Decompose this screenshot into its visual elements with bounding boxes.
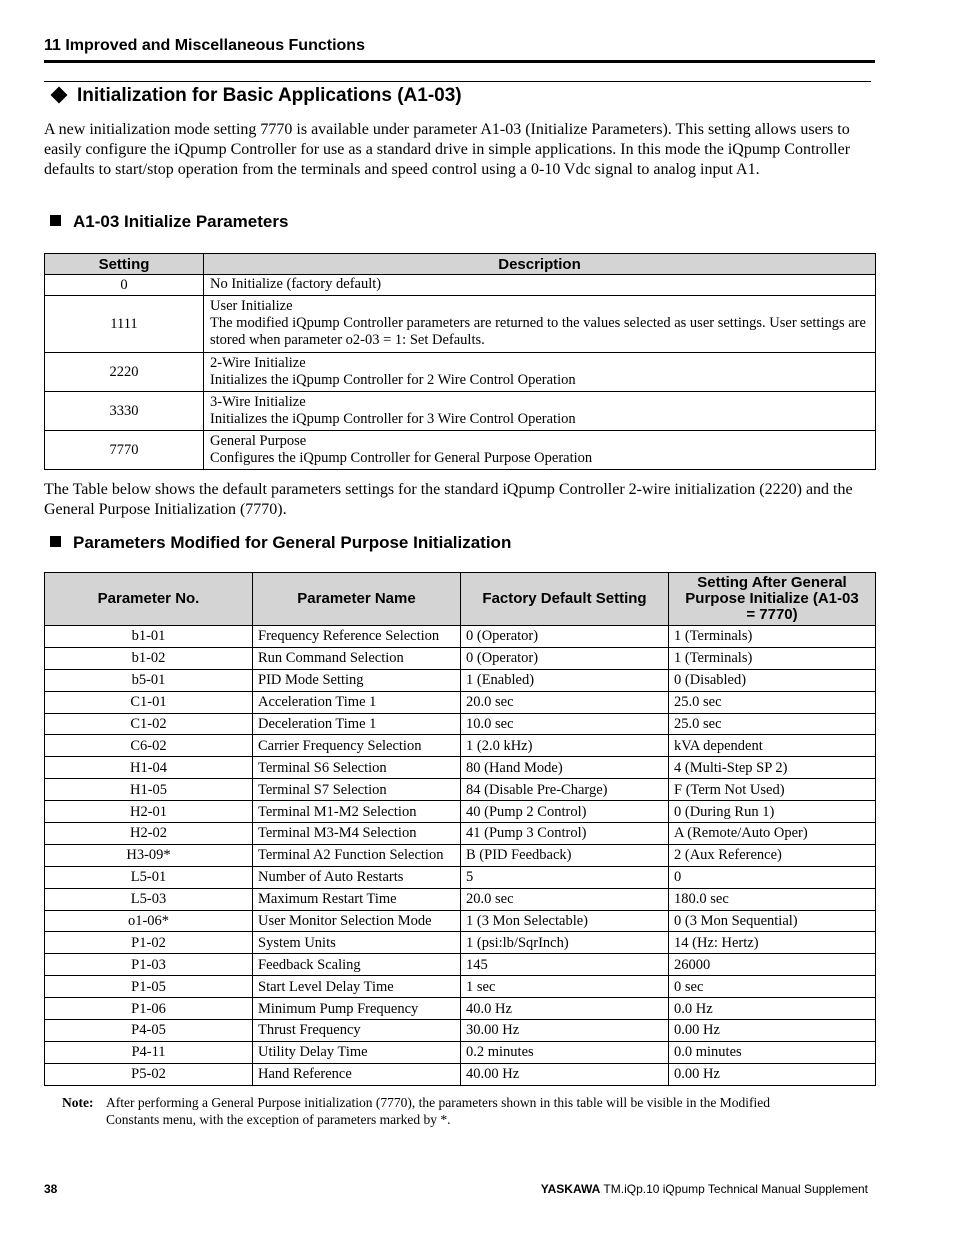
- section-title: Initialization for Basic Applications (A1-03): [50, 85, 462, 107]
- factory-default-cell: 0.2 minutes: [461, 1041, 669, 1063]
- table-row: [45, 976, 876, 998]
- parameter-name-cell: Thrust Frequency: [253, 1020, 461, 1042]
- parameter-name-cell: System Units: [253, 932, 461, 954]
- general-purpose-cell: 4 (Multi-Step SP 2): [669, 757, 876, 779]
- table-row: [45, 669, 876, 691]
- column-header-description: Description: [204, 254, 876, 275]
- parameter-name-cell: Terminal M3-M4 Selection: [253, 823, 461, 845]
- parameter-no-cell: C1-02: [45, 713, 253, 735]
- general-purpose-cell: 1 (Terminals): [669, 626, 876, 648]
- square-bullet-icon: [50, 536, 61, 547]
- table-row: [45, 1063, 876, 1085]
- factory-default-cell: 1 (3 Mon Selectable): [461, 910, 669, 932]
- note-label: Note:: [62, 1095, 94, 1110]
- parameter-no-cell: o1-06*: [45, 910, 253, 932]
- param-table-title: Parameters Modified for General Purpose Initialization: [50, 533, 511, 553]
- table-row: [45, 866, 876, 888]
- parameter-no-cell: P4-05: [45, 1020, 253, 1042]
- parameter-name-cell: Carrier Frequency Selection: [253, 735, 461, 757]
- table-row: [45, 998, 876, 1020]
- parameter-name-cell: Terminal A2 Function Selection: [253, 844, 461, 866]
- factory-default-cell: 145: [461, 954, 669, 976]
- table-row: [45, 779, 876, 801]
- general-purpose-cell: 0.00 Hz: [669, 1063, 876, 1085]
- general-purpose-cell: 0.0 Hz: [669, 998, 876, 1020]
- parameter-no-cell: P1-05: [45, 976, 253, 998]
- table-intro-paragraph: The Table below shows the default parameters settings for the standard iQpump Controller 2-wire initialization (2220) and the General Purpose Initialization (7770).: [44, 481, 853, 518]
- factory-default-cell: B (PID Feedback): [461, 844, 669, 866]
- general-purpose-cell: 0 (Disabled): [669, 669, 876, 691]
- factory-default-cell: 40.00 Hz: [461, 1063, 669, 1085]
- parameter-no-cell: C1-01: [45, 691, 253, 713]
- chapter-heading: 11 Improved and Miscellaneous Functions: [44, 37, 365, 54]
- intro-paragraph: A new initialization mode setting 7770 is available under parameter A1-03 (Initialize Parameters). This setting allows users to easily configure the iQpump Controller for use as a standard drive in simple applications. In this mode the iQpump Controller defaults to start/stop operation from the terminals and speed control using a 0-10 Vdc signal to analog input A1.: [44, 121, 851, 178]
- column-header-parameter-no: Parameter No.: [45, 573, 253, 626]
- parameter-name-cell: Maximum Restart Time: [253, 888, 461, 910]
- table-row: [45, 844, 876, 866]
- general-purpose-cell: 0.00 Hz: [669, 1020, 876, 1042]
- parameter-name-cell: Deceleration Time 1: [253, 713, 461, 735]
- factory-default-cell: 20.0 sec: [461, 888, 669, 910]
- setting-cell: 0: [45, 275, 204, 296]
- factory-default-cell: 41 (Pump 3 Control): [461, 823, 669, 845]
- parameter-name-cell: PID Mode Setting: [253, 669, 461, 691]
- table-row: [45, 1041, 876, 1063]
- parameter-name-cell: Terminal S7 Selection: [253, 779, 461, 801]
- factory-default-cell: 40.0 Hz: [461, 998, 669, 1020]
- table-row: [45, 888, 876, 910]
- parameter-no-cell: C6-02: [45, 735, 253, 757]
- description-cell: No Initialize (factory default): [204, 275, 876, 296]
- param-table-body: [45, 626, 876, 1086]
- description-cell: 2-Wire Initialize Initializes the iQpump Controller for 2 Wire Control Operation: [204, 353, 876, 392]
- parameter-name-cell: User Monitor Selection Mode: [253, 910, 461, 932]
- factory-default-cell: 1 (2.0 kHz): [461, 735, 669, 757]
- parameter-name-cell: Start Level Delay Time: [253, 976, 461, 998]
- table-row: [45, 626, 876, 648]
- init-table-title: A1-03 Initialize Parameters: [50, 212, 288, 232]
- footer-title: YASKAWA TM.iQp.10 iQpump Technical Manual Supplement: [540, 1182, 868, 1196]
- description-cell: User Initialize The modified iQpump Controller parameters are returned to the values selected as user settings. User settings are stored when parameter o2-03 = 1: Set Defaults.: [204, 296, 876, 353]
- table-row: [45, 757, 876, 779]
- column-header-factory-default: Factory Default Setting: [461, 573, 669, 626]
- table-row: [45, 910, 876, 932]
- parameter-no-cell: b5-01: [45, 669, 253, 691]
- parameter-name-cell: Frequency Reference Selection: [253, 626, 461, 648]
- factory-default-cell: 1 (psi:lb/SqrInch): [461, 932, 669, 954]
- parameter-name-cell: Number of Auto Restarts: [253, 866, 461, 888]
- factory-default-cell: 80 (Hand Mode): [461, 757, 669, 779]
- parameter-no-cell: H1-04: [45, 757, 253, 779]
- note-text: After performing a General Purpose initialization (7770), the parameters shown in this table will be visible in the Modified: [106, 1095, 770, 1110]
- table-row: [45, 932, 876, 954]
- setting-cell: 3330: [45, 392, 204, 431]
- setting-cell: 2220: [45, 353, 204, 392]
- parameter-name-cell: Run Command Selection: [253, 647, 461, 669]
- general-purpose-cell: A (Remote/Auto Oper): [669, 823, 876, 845]
- parameter-no-cell: P5-02: [45, 1063, 253, 1085]
- factory-default-cell: 0 (Operator): [461, 626, 669, 648]
- table-row: [45, 735, 876, 757]
- table-row: [45, 691, 876, 713]
- note-text-continued: Constants menu, with the exception of parameters marked by *.: [106, 1112, 451, 1127]
- parameter-name-cell: Terminal S6 Selection: [253, 757, 461, 779]
- header-rule: [44, 60, 875, 63]
- parameter-no-cell: P1-02: [45, 932, 253, 954]
- parameter-no-cell: L5-01: [45, 866, 253, 888]
- init-parameters-table: [44, 253, 876, 470]
- table-row: [45, 296, 876, 353]
- table-row: [45, 647, 876, 669]
- factory-default-cell: 1 (Enabled): [461, 669, 669, 691]
- factory-default-cell: 5: [461, 866, 669, 888]
- table-row: [45, 392, 876, 431]
- general-purpose-cell: 1 (Terminals): [669, 647, 876, 669]
- general-purpose-cell: 25.0 sec: [669, 713, 876, 735]
- table-row: [45, 353, 876, 392]
- parameter-no-cell: P1-06: [45, 998, 253, 1020]
- general-purpose-cell: 2 (Aux Reference): [669, 844, 876, 866]
- modified-parameters-table: [44, 572, 876, 1086]
- table-row: [45, 713, 876, 735]
- square-bullet-icon: [50, 215, 61, 226]
- parameter-no-cell: H2-02: [45, 823, 253, 845]
- parameter-name-cell: Acceleration Time 1: [253, 691, 461, 713]
- table-row: [45, 431, 876, 470]
- general-purpose-cell: 0 (3 Mon Sequential): [669, 910, 876, 932]
- factory-default-cell: 0 (Operator): [461, 647, 669, 669]
- table-row: [45, 1020, 876, 1042]
- general-purpose-cell: 0 (During Run 1): [669, 801, 876, 823]
- parameter-no-cell: H1-05: [45, 779, 253, 801]
- section-rule: [44, 81, 871, 82]
- factory-default-cell: 84 (Disable Pre-Charge): [461, 779, 669, 801]
- parameter-name-cell: Minimum Pump Frequency: [253, 998, 461, 1020]
- parameter-name-cell: Utility Delay Time: [253, 1041, 461, 1063]
- parameter-no-cell: b1-02: [45, 647, 253, 669]
- general-purpose-cell: kVA dependent: [669, 735, 876, 757]
- table-row: [45, 275, 876, 296]
- general-purpose-cell: 25.0 sec: [669, 691, 876, 713]
- column-header-parameter-name: Parameter Name: [253, 573, 461, 626]
- parameter-name-cell: Hand Reference: [253, 1063, 461, 1085]
- general-purpose-cell: 0: [669, 866, 876, 888]
- factory-default-cell: 30.00 Hz: [461, 1020, 669, 1042]
- parameter-no-cell: L5-03: [45, 888, 253, 910]
- general-purpose-cell: 180.0 sec: [669, 888, 876, 910]
- setting-cell: 7770: [45, 431, 204, 470]
- table-row: [45, 823, 876, 845]
- column-header-after-general-purpose: Setting After General Purpose Initialize (A1-03 = 7770): [669, 573, 876, 626]
- general-purpose-cell: 26000: [669, 954, 876, 976]
- setting-cell: 1111: [45, 296, 204, 353]
- page-number: 38: [44, 1182, 58, 1196]
- parameter-no-cell: H3-09*: [45, 844, 253, 866]
- table-row: [45, 801, 876, 823]
- general-purpose-cell: F (Term Not Used): [669, 779, 876, 801]
- table-row: [45, 954, 876, 976]
- brand-name: YASKAWA: [540, 1182, 601, 1196]
- diamond-bullet-icon: [51, 86, 68, 103]
- factory-default-cell: 1 sec: [461, 976, 669, 998]
- parameter-no-cell: P1-03: [45, 954, 253, 976]
- parameter-no-cell: P4-11: [45, 1041, 253, 1063]
- parameter-no-cell: H2-01: [45, 801, 253, 823]
- parameter-name-cell: Terminal M1-M2 Selection: [253, 801, 461, 823]
- table-note: [62, 1094, 822, 1128]
- column-header-setting: Setting: [45, 254, 204, 275]
- parameter-name-cell: Feedback Scaling: [253, 954, 461, 976]
- general-purpose-cell: 0 sec: [669, 976, 876, 998]
- general-purpose-cell: 14 (Hz: Hertz): [669, 932, 876, 954]
- factory-default-cell: 20.0 sec: [461, 691, 669, 713]
- general-purpose-cell: 0.0 minutes: [669, 1041, 876, 1063]
- factory-default-cell: 10.0 sec: [461, 713, 669, 735]
- description-cell: 3-Wire Initialize Initializes the iQpump Controller for 3 Wire Control Operation: [204, 392, 876, 431]
- description-cell: General Purpose Configures the iQpump Controller for General Purpose Operation: [204, 431, 876, 470]
- parameter-no-cell: b1-01: [45, 626, 253, 648]
- factory-default-cell: 40 (Pump 2 Control): [461, 801, 669, 823]
